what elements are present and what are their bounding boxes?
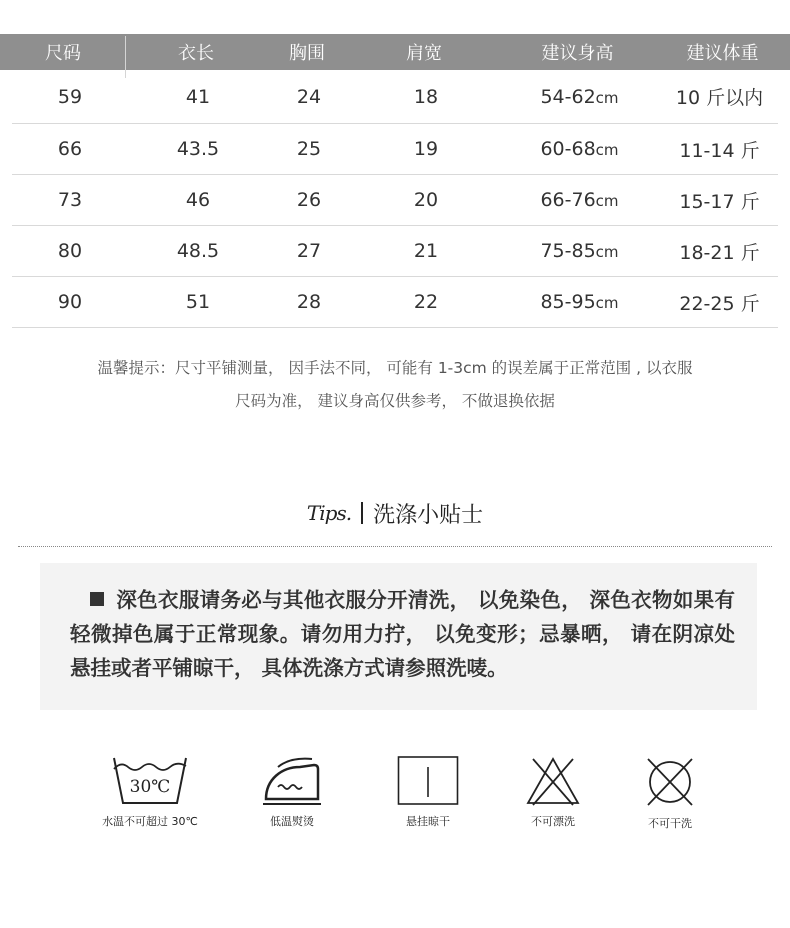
title-divider bbox=[361, 502, 363, 524]
table-row bbox=[12, 175, 778, 226]
cell-length: 43.5 bbox=[176, 138, 220, 160]
measurement-note bbox=[40, 352, 750, 418]
cell-size: 80 bbox=[57, 240, 83, 262]
header-weight: 建议体重 bbox=[686, 43, 759, 64]
header-chest: 胸围 bbox=[289, 43, 325, 64]
care-symbol-iron bbox=[240, 755, 344, 829]
size-table bbox=[0, 34, 790, 328]
cell-shoulder: 22 bbox=[413, 291, 439, 313]
cell-height: 75-85cm bbox=[540, 240, 619, 262]
cell-weight: 10 斤以内 bbox=[675, 87, 764, 109]
care-symbol-wash bbox=[90, 755, 210, 829]
note-line-2: 尺码为准， 建议身高仅供参考， 不做退换依据 bbox=[235, 392, 555, 410]
cell-size: 59 bbox=[57, 85, 83, 108]
cell-height: 54-62cm bbox=[540, 85, 619, 108]
table-row bbox=[12, 226, 778, 277]
wash-tips-heading bbox=[0, 496, 790, 530]
no-bleach-icon bbox=[525, 755, 581, 807]
cell-weight: 22-25 斤 bbox=[679, 292, 760, 315]
note-line-1: 温馨提示：尺寸平铺测量， 因手法不同， 可能有 1-3cm 的误差属于正常范围 , 以衣服 bbox=[97, 359, 693, 377]
cell-weight: 11-14 斤 bbox=[679, 139, 760, 162]
cell-chest: 28 bbox=[296, 291, 322, 313]
care-instruction-text bbox=[70, 583, 735, 685]
cell-shoulder: 20 bbox=[413, 189, 439, 211]
care-text-body: 深色衣服请务必与其他衣服分开清洗， 以免染色， 深色衣物如果有轻微掉色属于正常现象。请勿用力拧， 以免变形；忌暴晒， 请在阴凉处悬挂或者平铺晾干， 具体洗涤方式请参照洗唛。 bbox=[70, 588, 735, 680]
cell-chest: 24 bbox=[296, 85, 322, 108]
cell-chest: 27 bbox=[296, 240, 322, 262]
cell-shoulder: 19 bbox=[413, 138, 439, 160]
header-shoulder: 肩宽 bbox=[406, 43, 442, 64]
table-row bbox=[12, 70, 778, 124]
cell-height: 85-95cm bbox=[540, 291, 619, 313]
cell-length: 48.5 bbox=[176, 240, 220, 262]
cell-height: 66-76cm bbox=[540, 189, 619, 211]
wash-30-icon bbox=[111, 755, 189, 807]
cell-height: 60-68cm bbox=[540, 138, 619, 160]
header-length: 衣长 bbox=[178, 43, 214, 64]
cell-size: 73 bbox=[57, 189, 83, 211]
table-header bbox=[0, 34, 790, 70]
table-row bbox=[12, 124, 778, 175]
cell-length: 41 bbox=[185, 85, 211, 108]
no-dry-clean-icon bbox=[642, 755, 698, 809]
cell-chest: 26 bbox=[296, 189, 322, 211]
care-label: 悬挂晾干 bbox=[406, 815, 450, 828]
care-symbol-dry-clean bbox=[622, 755, 718, 831]
care-label: 不可漂洗 bbox=[531, 815, 575, 828]
cell-size: 66 bbox=[57, 138, 83, 160]
table-row bbox=[12, 277, 778, 328]
dotted-divider bbox=[18, 546, 772, 547]
wash-tips-title: 洗涤小贴士 bbox=[373, 502, 484, 528]
svg-text:30℃: 30℃ bbox=[129, 777, 171, 797]
header-size: 尺码 bbox=[0, 39, 126, 65]
cell-weight: 15-17 斤 bbox=[679, 190, 760, 213]
cell-length: 46 bbox=[185, 189, 211, 211]
care-instruction-box bbox=[40, 563, 757, 710]
cell-weight: 18-21 斤 bbox=[679, 241, 760, 264]
cell-size: 90 bbox=[57, 291, 83, 313]
care-label: 水温不可超过 30℃ bbox=[102, 815, 198, 828]
tips-script-logo: Tips. bbox=[306, 501, 352, 525]
hang-dry-icon bbox=[397, 755, 459, 807]
cell-length: 51 bbox=[185, 291, 211, 313]
header-height: 建议身高 bbox=[541, 43, 614, 64]
cell-shoulder: 18 bbox=[413, 85, 439, 108]
table-body bbox=[12, 70, 778, 328]
care-symbol-hang bbox=[378, 755, 478, 829]
cell-chest: 25 bbox=[296, 138, 322, 160]
care-symbol-bleach bbox=[505, 755, 601, 829]
low-iron-icon bbox=[260, 755, 324, 807]
care-label: 不可干洗 bbox=[648, 817, 692, 830]
care-label: 低温熨烫 bbox=[270, 815, 314, 828]
cell-shoulder: 21 bbox=[413, 240, 439, 262]
bullet-square-icon bbox=[90, 592, 104, 606]
